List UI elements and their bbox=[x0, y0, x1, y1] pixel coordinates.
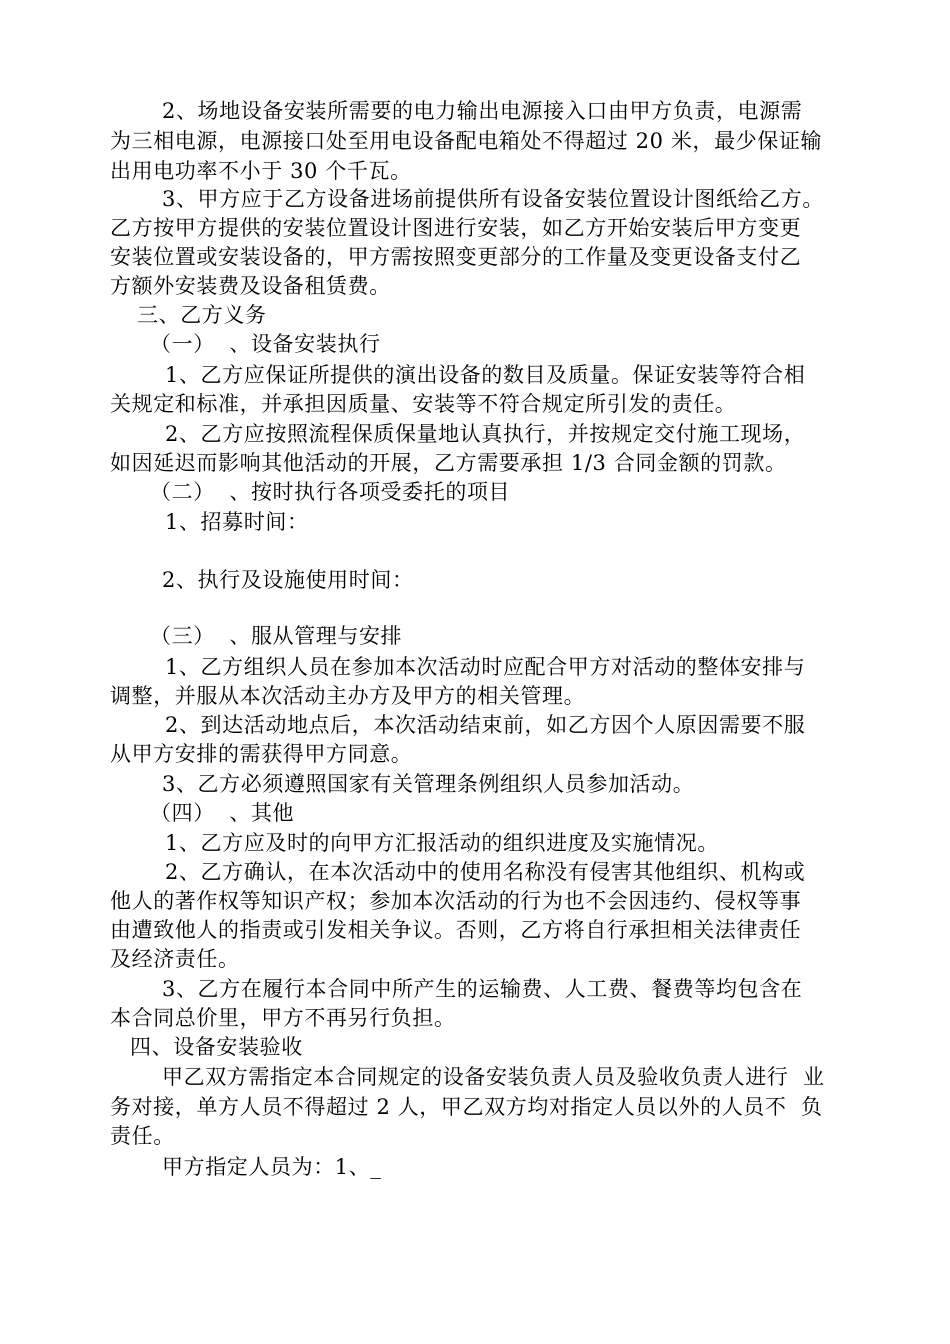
paragraph-line: 甲方指定人员为：1、_ bbox=[162, 1155, 382, 1179]
subsection-heading: （三） 、服从管理与安排 bbox=[150, 624, 403, 648]
section-heading: 三、乙方义务 bbox=[137, 303, 267, 327]
subsection-heading: （二） 、按时执行各项受委托的项目 bbox=[150, 480, 511, 504]
paragraph-line: 出用电功率不小于 30 个千瓦。 bbox=[110, 159, 412, 183]
paragraph-line: 1、招募时间： bbox=[165, 510, 309, 534]
paragraph-line: 为三相电源，电源接口处至用电设备配电箱处不得超过 20 米，最少保证输 bbox=[110, 129, 823, 153]
paragraph-line: 1、乙方组织人员在参加本次活动时应配合甲方对活动的整体安排与 bbox=[165, 655, 806, 679]
paragraph-line: 2、场地设备安装所需要的电力输出电源接入口由甲方负责，电源需 bbox=[162, 99, 803, 123]
subsection-heading: （一） 、设备安装执行 bbox=[150, 332, 381, 356]
paragraph-line: 3、甲方应于乙方设备进场前提供所有设备安装位置设计图纸给乙方。 bbox=[162, 187, 824, 211]
paragraph-line: 甲乙双方需指定本合同规定的设备安装负责人员及验收负责人进行 业 bbox=[162, 1065, 825, 1089]
section-heading: 四、设备安装验收 bbox=[130, 1035, 303, 1059]
paragraph-line: 及经济责任。 bbox=[110, 947, 240, 971]
paragraph-line: 由遭致他人的指责或引发相关争议。否则，乙方将自行承担相关法律责任 bbox=[110, 918, 802, 942]
paragraph-line: 从甲方安排的需获得甲方同意。 bbox=[110, 742, 413, 766]
paragraph-line: 1、乙方应保证所提供的演出设备的数目及质量。保证安装等符合相 bbox=[165, 363, 806, 387]
paragraph-line: 调整，并服从本次活动主办方及甲方的相关管理。 bbox=[110, 684, 586, 708]
paragraph-line: 务对接，单方人员不得超过 2 人，甲乙双方均对指定人员以外的人员不 负 bbox=[110, 1095, 823, 1119]
paragraph-line: 3、乙方在履行本合同中所产生的运输费、人工费、餐费等均包含在 bbox=[162, 977, 803, 1001]
paragraph-line: 本合同总价里，甲方不再另行负担。 bbox=[110, 1006, 456, 1030]
paragraph-line: 如因延迟而影响其他活动的开展，乙方需要承担 1/3 合同金额的罚款。 bbox=[110, 451, 787, 475]
paragraph-line: 乙方按甲方提供的安装位置设计图进行安装，如乙方开始安装后甲方变更 bbox=[110, 216, 802, 240]
paragraph-line: 安装位置或安装设备的，甲方需按照变更部分的工作量及变更设备支付乙 bbox=[110, 245, 802, 269]
paragraph-line: 关规定和标准，并承担因质量、安装等不符合规定所引发的责任。 bbox=[110, 392, 737, 416]
paragraph-line: 2、执行及设施使用时间： bbox=[162, 568, 414, 592]
paragraph-line: 他人的著作权等知识产权；参加本次活动的行为也不会因违约、侵权等事 bbox=[110, 889, 802, 913]
paragraph-line: 2、乙方应按照流程保质保量地认真执行，并按规定交付施工现场， bbox=[165, 422, 806, 446]
paragraph-line: 1、乙方应及时的向甲方汇报活动的组织进度及实施情况。 bbox=[165, 831, 719, 855]
subsection-heading: （四） 、其他 bbox=[150, 801, 295, 825]
paragraph-line: 责任。 bbox=[110, 1124, 175, 1148]
paragraph-line: 2、乙方确认，在本次活动中的使用名称没有侵害其他组织、机构或 bbox=[165, 860, 806, 884]
paragraph-line: 3、乙方必须遵照国家有关管理条例组织人员参加活动。 bbox=[162, 772, 695, 796]
paragraph-line: 方额外安装费及设备租赁费。 bbox=[110, 274, 391, 298]
paragraph-line: 2、到达活动地点后，本次活动结束前，如乙方因个人原因需要不服 bbox=[165, 713, 806, 737]
